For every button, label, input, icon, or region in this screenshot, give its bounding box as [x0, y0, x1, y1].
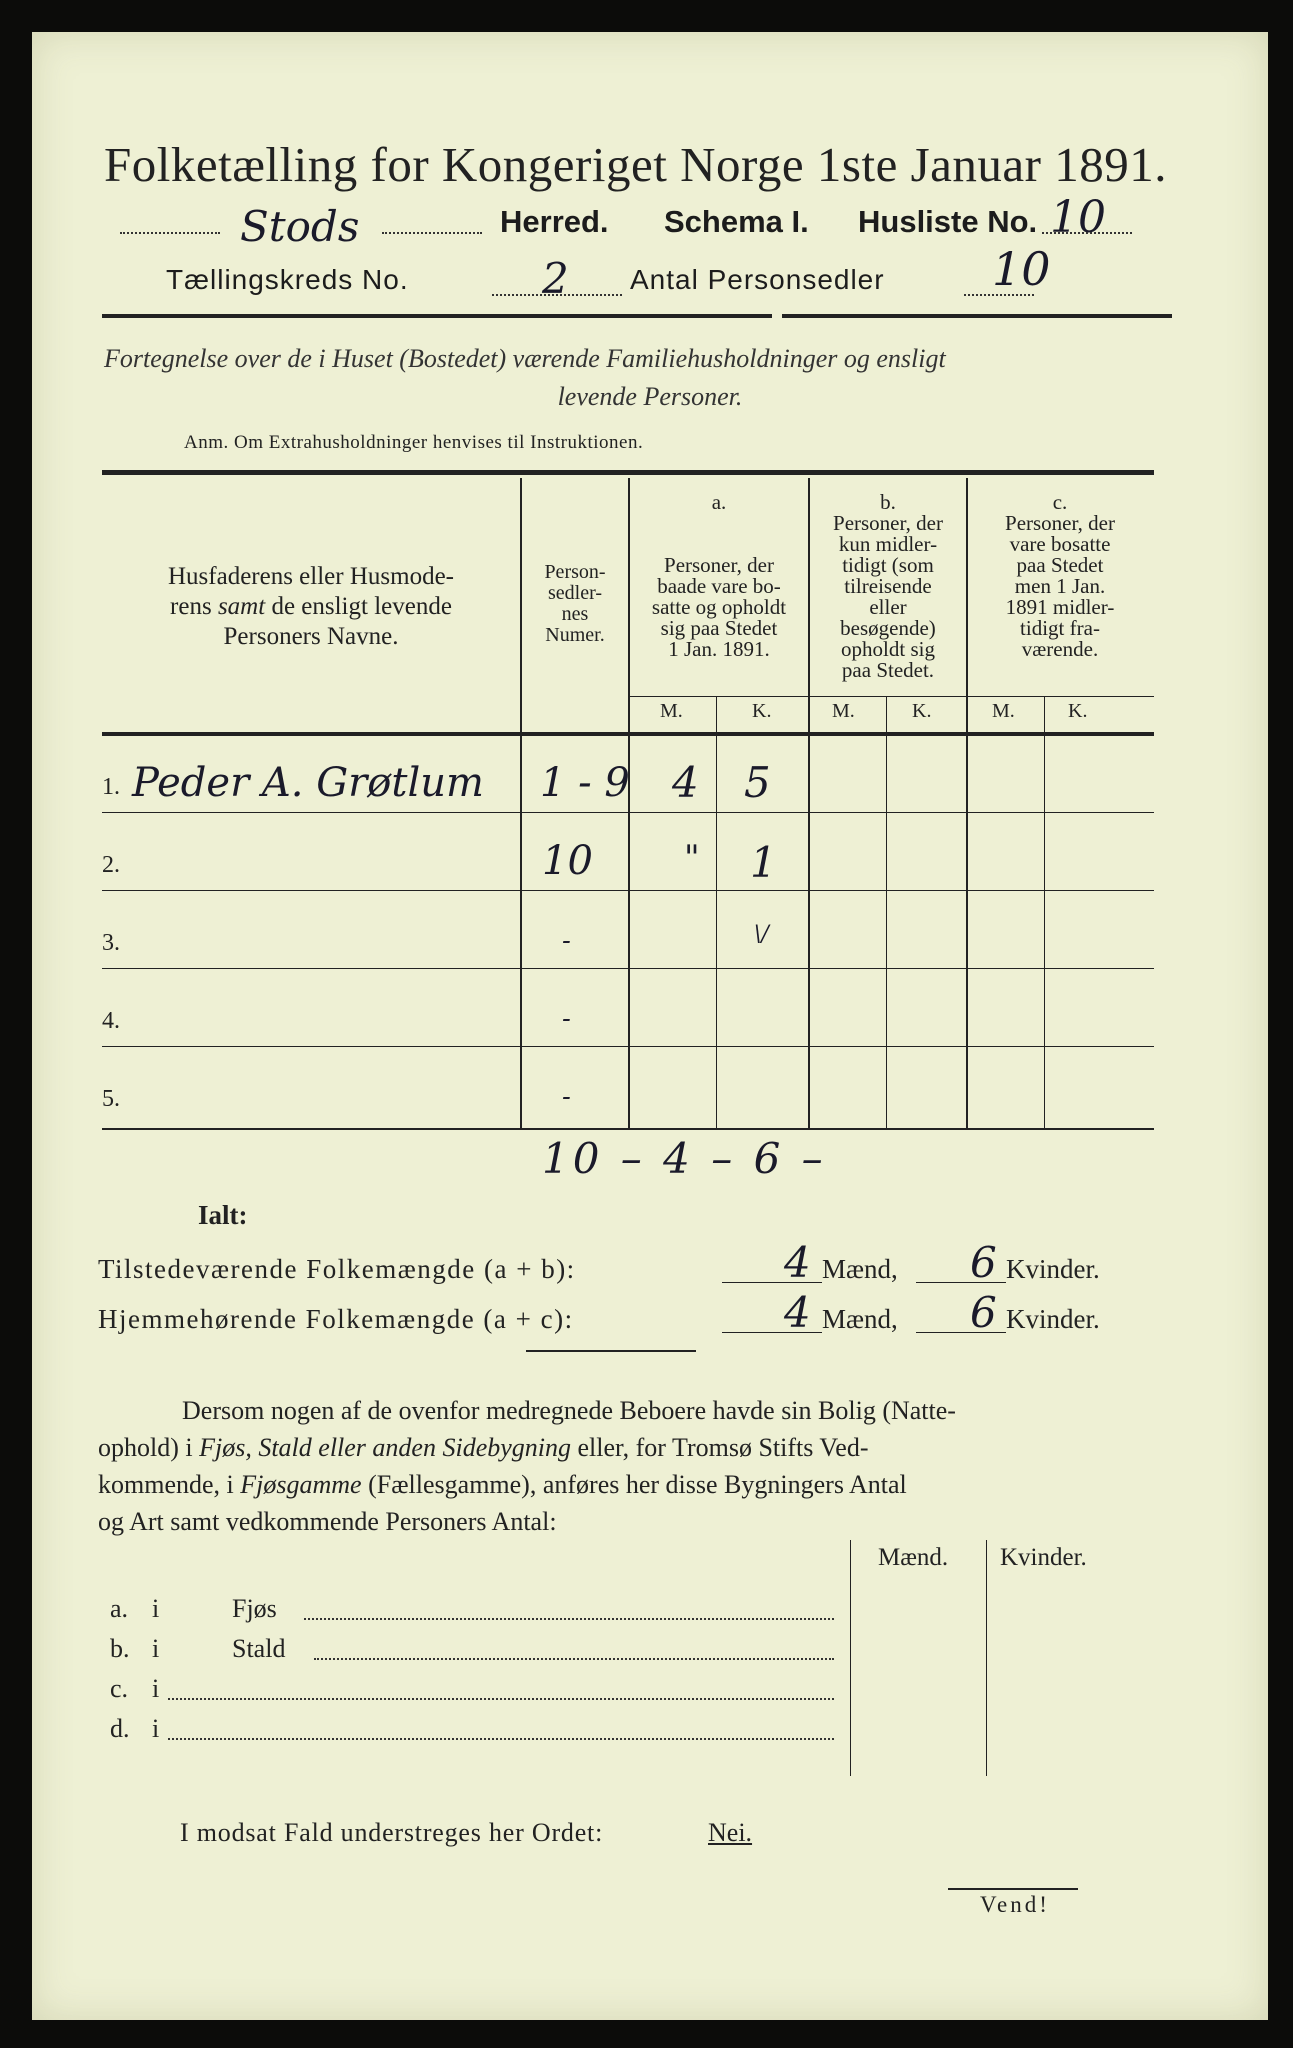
antal-label: Antal Personsedler	[630, 264, 885, 295]
notice-line-3a: kommende, i	[98, 1470, 241, 1499]
col-c-line: værende.	[1021, 637, 1099, 661]
building-kvinder-header: Kvinder.	[1000, 1544, 1087, 1571]
form-title: Folketælling for Kongeriget Norge 1ste Januar 1891.	[104, 137, 1167, 192]
row-2-rule	[102, 890, 1154, 891]
notice-line-3b: Fjøsgamme	[240, 1470, 362, 1499]
herred-value: Stods	[240, 202, 360, 251]
ialt-value: 10 – 4 – 6 –	[542, 1134, 827, 1183]
num-header-line: nes	[561, 603, 589, 625]
row-persons: 1 - 9	[540, 760, 630, 806]
notice-line-4: og Art samt vedkommende Personers Antal:	[98, 1507, 557, 1536]
row-4-rule	[102, 1046, 1154, 1047]
item-letter: b.	[110, 1634, 130, 1663]
col-b-line: Personer, der	[833, 511, 943, 535]
col-c-header	[968, 492, 1152, 660]
notice-line-2c: eller, for Tromsø Stifts Ved-	[571, 1433, 869, 1462]
table-bottom-rule	[102, 1128, 1154, 1130]
notice-line-1: Dersom nogen af de ovenfor medregnede Beboere havde sin Bolig (Natte-	[182, 1396, 956, 1425]
col-a-line: 1 Jan. 1891.	[668, 637, 770, 661]
header-bottom-rule	[102, 732, 1154, 736]
table-vline-b-mk	[886, 696, 887, 1130]
notice-line-3	[98, 1466, 1158, 1503]
vend-label: Vend!	[980, 1892, 1050, 1917]
col-b-line: besøgende)	[840, 616, 936, 640]
row-number: 1.	[102, 774, 120, 800]
item-letter: c.	[110, 1674, 129, 1703]
section-divider	[526, 1350, 696, 1352]
notice-paragraph	[98, 1392, 1158, 1540]
husliste-value: 10	[1050, 192, 1106, 243]
col-b-letter: b.	[880, 490, 896, 514]
a-m-label: M.	[660, 700, 683, 722]
name-column-header	[102, 562, 520, 652]
notice-line-2	[98, 1429, 1158, 1466]
schema-label: Schema I.	[664, 204, 809, 239]
header-rule-left	[102, 314, 772, 318]
col-c-line: tidigt fra-	[1020, 616, 1100, 640]
hjemme-label: Hjemmehørende Folkemængde (a + c):	[98, 1304, 574, 1334]
item-dots	[304, 1618, 834, 1620]
col-c-line: Personer, der	[1005, 511, 1115, 535]
number-column-header	[522, 562, 628, 646]
row-number: 4.	[102, 1008, 120, 1034]
tilstede-k-value: 6	[970, 1238, 997, 1287]
item-prep: i	[152, 1594, 160, 1623]
col-c-letter: c.	[1052, 490, 1068, 514]
hjemme-m-label: Mænd,	[822, 1304, 898, 1334]
col-b-line: eller	[869, 595, 907, 619]
row-persons: -	[562, 1004, 571, 1034]
c-m-label: M.	[992, 700, 1015, 722]
row-number: 3.	[102, 930, 120, 956]
row-persons: 10	[542, 838, 593, 884]
col-b-header	[810, 492, 966, 681]
row-name: Peder A. Grøtlum	[132, 760, 484, 806]
b-k-label: K.	[912, 700, 932, 722]
row-a-k: 1	[750, 838, 777, 887]
row-3-rule	[102, 968, 1154, 969]
item-letter: a.	[110, 1594, 129, 1623]
table-vline-a-mk	[716, 696, 717, 1130]
intro-line-1: Fortegnelse over de i Huset (Bostedet) værende Familiehusholdninger og ensligt	[104, 344, 946, 373]
modsat-text: I modsat Fald understreges her Ordet:	[180, 1818, 604, 1847]
col-a-line: sig paa Stedet	[660, 616, 778, 640]
num-header-line: sedler-	[547, 582, 602, 604]
col-c-line: vare bosatte	[1009, 532, 1111, 556]
row-a-m: "	[684, 838, 700, 878]
row-persons: -	[562, 926, 571, 956]
building-vline-1	[850, 1540, 851, 1776]
anm-note: Anm. Om Extrahusholdninger henvises til Instruktionen.	[184, 432, 644, 453]
item-prep: i	[152, 1674, 160, 1703]
col-a-header	[630, 492, 808, 660]
c-k-label: K.	[1068, 700, 1088, 722]
table-vline-c-mk	[1044, 696, 1045, 1130]
table-top-rule	[102, 470, 1154, 475]
item-dots	[168, 1738, 834, 1740]
hjemme-m-value: 4	[784, 1288, 811, 1337]
col-b-line: tidigt (som	[842, 553, 934, 577]
ialt-label: Ialt:	[198, 1200, 248, 1230]
name-header-text: rens samt de ensligt levende	[170, 593, 452, 620]
modsat-word: Nei.	[708, 1818, 753, 1847]
tilstede-k-label: Kvinder.	[1006, 1254, 1100, 1284]
kreds-label: Tællingskreds No.	[166, 264, 409, 295]
tilstede-m-value: 4	[784, 1238, 811, 1287]
row-a-k: 5	[744, 758, 771, 807]
notice-line-3c: (Fællesgamme), anføres her disse Bygningers Antal	[361, 1470, 907, 1499]
num-header-line: Numer.	[545, 624, 605, 646]
name-header-line: Personers Navne.	[223, 623, 399, 650]
mk-top-rule	[630, 696, 1154, 697]
col-a-line: satte og opholdt	[651, 595, 787, 619]
row-persons: -	[562, 1082, 571, 1112]
herred-label: Herred.	[500, 204, 609, 239]
row-1-rule	[102, 812, 1154, 813]
item-dots	[314, 1658, 834, 1660]
item-name: Fjøs	[232, 1594, 277, 1623]
col-b-line: kun midler-	[838, 532, 938, 556]
notice-line-2b: Fjøs, Stald eller anden Sidebygning	[199, 1433, 571, 1462]
intro-line-2: levende Personer.	[557, 382, 743, 411]
row-a-m: 4	[672, 758, 699, 807]
herred-dots-left	[120, 232, 220, 234]
husliste-dots	[1042, 232, 1132, 234]
census-form-sheet	[32, 32, 1268, 2020]
col-c-line: paa Stedet	[1016, 553, 1104, 577]
col-c-line: 1891 midler-	[1005, 595, 1115, 619]
col-a-letter: a.	[711, 490, 727, 514]
husliste-label: Husliste No.	[858, 204, 1038, 239]
item-dots	[168, 1698, 834, 1700]
a-k-label: K.	[752, 700, 772, 722]
col-a-line: Personer, der	[664, 553, 774, 577]
col-a-line: baade vare bo-	[657, 574, 781, 598]
building-vline-2	[986, 1540, 987, 1776]
num-header-line: Person-	[544, 561, 606, 583]
item-letter: d.	[110, 1714, 130, 1743]
row-a-k: \/	[754, 922, 769, 947]
notice-line-2a: ophold) i	[98, 1433, 200, 1462]
col-c-line: men 1 Jan.	[1014, 574, 1106, 598]
col-b-line: opholdt sig	[841, 637, 935, 661]
herred-dots-right	[382, 232, 482, 234]
tilstede-m-label: Mænd,	[822, 1254, 898, 1284]
b-m-label: M.	[832, 700, 855, 722]
kreds-value: 2	[542, 254, 569, 303]
col-b-line: tilreisende	[844, 574, 932, 598]
item-prep: i	[152, 1714, 160, 1743]
building-maend-header: Mænd.	[878, 1544, 949, 1571]
row-number: 5.	[102, 1086, 120, 1112]
vend-rule	[948, 1888, 1078, 1890]
col-b-line: paa Stedet.	[841, 658, 935, 682]
item-prep: i	[152, 1634, 160, 1663]
hjemme-k-label: Kvinder.	[1006, 1304, 1100, 1334]
item-name: Stald	[232, 1634, 286, 1663]
tilstede-label: Tilstedeværende Folkemængde (a + b):	[98, 1254, 576, 1284]
header-rule-right	[782, 314, 1172, 318]
row-number: 2.	[102, 852, 120, 878]
name-header-line: Husfaderens eller Husmode-	[167, 563, 454, 590]
hjemme-k-value: 6	[970, 1288, 997, 1337]
name-header-line	[102, 592, 520, 622]
antal-value: 10	[992, 242, 1051, 296]
